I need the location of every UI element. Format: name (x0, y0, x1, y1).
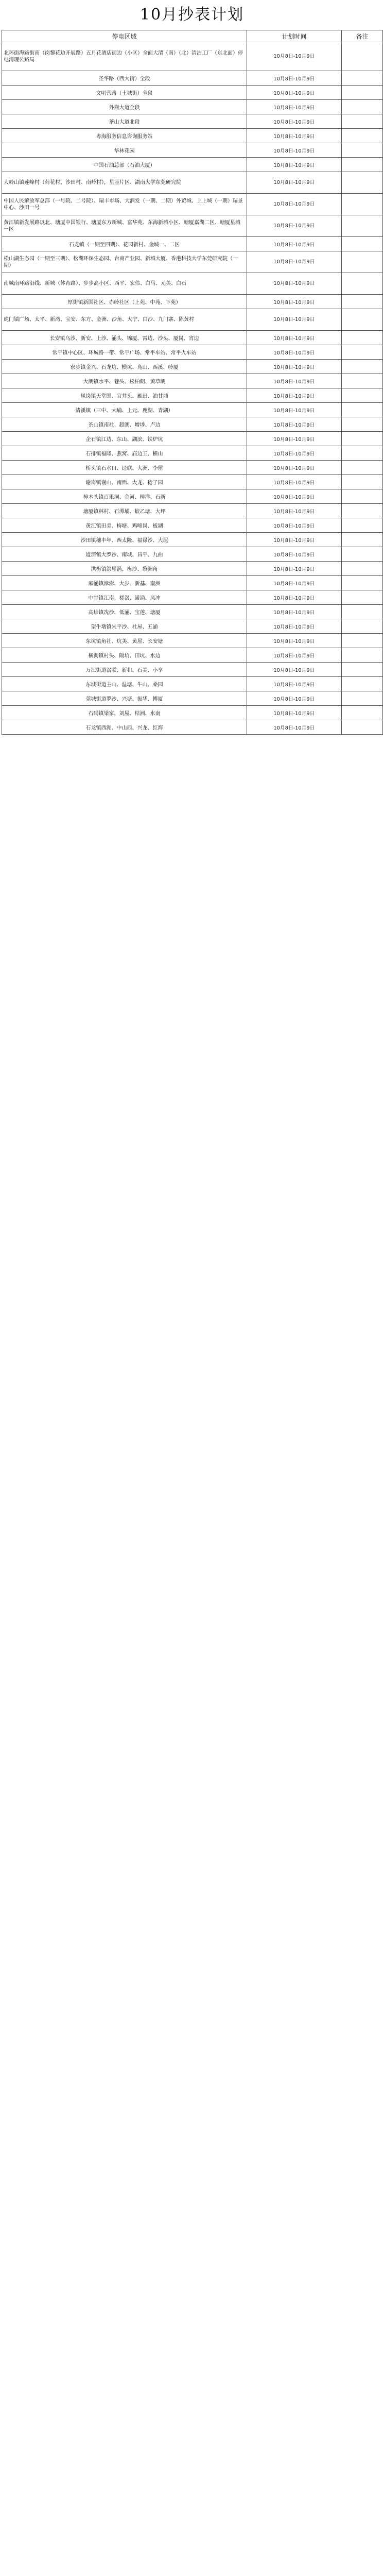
note-cell (342, 194, 383, 215)
area-cell: 常平镇中心区、环城路一带、常平广场、常平车站、常平火车站 (2, 345, 247, 360)
note-cell (342, 143, 383, 158)
header-time: 计划时间 (247, 30, 342, 42)
note-cell (342, 648, 383, 663)
table-row (2, 71, 383, 86)
table-row (2, 273, 383, 295)
area-cell: 松山湖生态园（一期至三期）、松湖环保生态园、台商产业园、新城大厦、香港科技大学东莞研究院（一期） (2, 251, 247, 273)
note-cell (342, 576, 383, 590)
time-cell: 10月8日-10月9日 (247, 706, 342, 720)
time-cell: 10月8日-10月9日 (247, 237, 342, 251)
time-cell: 10月8日-10月9日 (247, 273, 342, 295)
time-cell: 10月8日-10月9日 (247, 605, 342, 619)
table-row (2, 86, 383, 100)
time-cell: 10月8日-10月9日 (247, 42, 342, 71)
schedule-table (2, 30, 383, 735)
area-cell: 塘厦镇林村、石潭埔、蛟乙塘、大坪 (2, 504, 247, 518)
note-cell (342, 388, 383, 403)
table-row (2, 345, 383, 360)
time-cell: 10月8日-10月9日 (247, 663, 342, 677)
area-cell: 黄江镇新发展路以北、塘厦中国银行、塘厦东方新城、富华苑、东海新城小区、塘厦嘉湖二区、塘厦星城一区 (2, 215, 247, 237)
time-cell: 10月8日-10月9日 (247, 576, 342, 590)
time-cell: 10月8日-10月9日 (247, 446, 342, 461)
time-cell: 10月8日-10月9日 (247, 309, 342, 331)
time-cell: 10月8日-10月9日 (247, 194, 342, 215)
note-cell (342, 533, 383, 547)
note-cell (342, 417, 383, 432)
table-row (2, 172, 383, 194)
time-cell: 10月8日-10月9日 (247, 251, 342, 273)
time-cell: 10月8日-10月9日 (247, 360, 342, 374)
note-cell (342, 86, 383, 100)
table-row (2, 158, 383, 172)
note-cell (342, 100, 383, 114)
area-cell: 高埗镇冼沙、低涌、宝莲、塘厦 (2, 605, 247, 619)
area-cell: 莞城街道罗沙、兴塘、振华、博厦 (2, 691, 247, 706)
time-cell: 10月8日-10月9日 (247, 677, 342, 691)
table-row (2, 691, 383, 706)
table-row (2, 309, 383, 331)
area-cell: 大朗镇水平、巷头、松柏朗、黄草朗 (2, 374, 247, 388)
area-cell: 圣华路（西大街）全段 (2, 71, 247, 86)
time-cell: 10月8日-10月9日 (247, 86, 342, 100)
time-cell: 10月8日-10月9日 (247, 331, 342, 345)
area-cell: 黄江镇田美、梅塘、鸡啼岗、板湖 (2, 518, 247, 533)
area-cell: 麻涌镇漳澎、大步、新基、南洲 (2, 576, 247, 590)
time-cell: 10月8日-10月9日 (247, 619, 342, 634)
note-cell (342, 158, 383, 172)
note-cell (342, 360, 383, 374)
table-row (2, 237, 383, 251)
time-cell: 10月8日-10月9日 (247, 489, 342, 504)
table-row (2, 634, 383, 648)
table-row (2, 374, 383, 388)
note-cell (342, 71, 383, 86)
table-row (2, 331, 383, 345)
area-cell: 华林花园 (2, 143, 247, 158)
note-cell (342, 172, 383, 194)
area-cell: 文明营路（土城街）全段 (2, 86, 247, 100)
table-row (2, 194, 383, 215)
time-cell: 10月8日-10月9日 (247, 172, 342, 194)
table-row (2, 100, 383, 114)
note-cell (342, 309, 383, 331)
note-cell (342, 706, 383, 720)
table-body (2, 42, 383, 735)
area-cell: 东坑镇角社、坑美、黄屋、长安塘 (2, 634, 247, 648)
area-cell: 虎门镇广场、太平、新湾、宝安、东方、金洲、沙角、大宁、白沙、九门寨、陈黄村 (2, 309, 247, 331)
time-cell: 10月8日-10月9日 (247, 504, 342, 518)
area-cell: 望牛墩镇朱平沙、杜屋、五涌 (2, 619, 247, 634)
area-cell: 万江街道滘联、新和、石美、小享 (2, 663, 247, 677)
time-cell: 10月8日-10月9日 (247, 634, 342, 648)
table-row (2, 547, 383, 562)
area-cell: 清溪镇（三中、大埔、上元、鹿湖、青湖） (2, 403, 247, 417)
area-cell: 沙田镇穗丰年、西太隆、福禄沙、大泥 (2, 533, 247, 547)
note-cell (342, 251, 383, 273)
note-cell (342, 446, 383, 461)
time-cell: 10月8日-10月9日 (247, 475, 342, 489)
area-cell: 樟木头镇百果洞、金河、樟洋、石新 (2, 489, 247, 504)
area-cell: 凤岗镇天堂围、官井头、雁田、油甘埔 (2, 388, 247, 403)
table-row (2, 504, 383, 518)
time-cell: 10月8日-10月9日 (247, 590, 342, 605)
note-cell (342, 129, 383, 143)
time-cell: 10月8日-10月9日 (247, 374, 342, 388)
note-cell (342, 114, 383, 129)
area-cell: 茶山大道北段 (2, 114, 247, 129)
note-cell (342, 489, 383, 504)
time-cell: 10月8日-10月9日 (247, 461, 342, 475)
time-cell: 10月8日-10月9日 (247, 547, 342, 562)
table-row (2, 403, 383, 417)
table-row (2, 388, 383, 403)
table-row (2, 677, 383, 691)
area-cell: 北环街海路街南（岗黎花边开展路）五月花酒店街边（小区）全面大清（南）（北）清洁工厂（东北面）停电清理公路局 (2, 42, 247, 71)
time-cell: 10月8日-10月9日 (247, 71, 342, 86)
note-cell (342, 547, 383, 562)
table-header-row (2, 30, 383, 42)
note-cell (342, 619, 383, 634)
note-cell (342, 720, 383, 735)
note-cell (342, 215, 383, 237)
table-row (2, 129, 383, 143)
area-cell: 厚街镇新围社区、赤岭社区（上苑、中苑、下苑） (2, 295, 247, 309)
header-note: 备注 (342, 30, 383, 42)
header-address: 停电区域 (2, 30, 247, 42)
time-cell: 10月8日-10月9日 (247, 158, 342, 172)
table-row (2, 720, 383, 735)
time-cell: 10月8日-10月9日 (247, 533, 342, 547)
table-row (2, 295, 383, 309)
area-cell: 洪梅镇洪屋涡、梅沙、黎洲角 (2, 562, 247, 576)
area-cell: 石龙镇（一期至四期）、花园新村、金城一、二区 (2, 237, 247, 251)
time-cell: 10月8日-10月9日 (247, 518, 342, 533)
area-cell: 谢岗镇谢山、南面、大龙、稔子园 (2, 475, 247, 489)
table-row (2, 251, 383, 273)
table-row (2, 590, 383, 605)
area-cell: 道滘镇大罗沙、南城、昌平、九曲 (2, 547, 247, 562)
table-row (2, 518, 383, 533)
time-cell: 10月8日-10月9日 (247, 417, 342, 432)
table-row (2, 446, 383, 461)
note-cell (342, 605, 383, 619)
note-cell (342, 273, 383, 295)
note-cell (342, 374, 383, 388)
area-cell: 石龙镇西湖、中山西、兴龙、红海 (2, 720, 247, 735)
table-row (2, 417, 383, 432)
time-cell: 10月8日-10月9日 (247, 114, 342, 129)
note-cell (342, 663, 383, 677)
page-title: 10月抄表计划 (139, 6, 245, 24)
note-cell (342, 504, 383, 518)
table-row (2, 706, 383, 720)
table-row (2, 576, 383, 590)
note-cell (342, 42, 383, 71)
table-row (2, 432, 383, 446)
table-row (2, 562, 383, 576)
time-cell: 10月8日-10月9日 (247, 388, 342, 403)
time-cell: 10月8日-10月9日 (247, 295, 342, 309)
time-cell: 10月8日-10月9日 (247, 129, 342, 143)
area-cell: 寮步镇金兴、石龙坑、横坑、凫山、西溪、岭厦 (2, 360, 247, 374)
note-cell (342, 432, 383, 446)
table-row (2, 475, 383, 489)
area-cell: 企石镇江边、东山、湖滨、铁炉坑 (2, 432, 247, 446)
time-cell: 10月8日-10月9日 (247, 648, 342, 663)
time-cell: 10月8日-10月9日 (247, 691, 342, 706)
area-cell: 石碣镇梁家、刘屋、桔洲、水南 (2, 706, 247, 720)
time-cell: 10月8日-10月9日 (247, 432, 342, 446)
note-cell (342, 403, 383, 417)
area-cell: 茶山镇南社、超朗、增埗、卢边 (2, 417, 247, 432)
time-cell: 10月8日-10月9日 (247, 562, 342, 576)
note-cell (342, 518, 383, 533)
note-cell (342, 345, 383, 360)
table-row (2, 533, 383, 547)
area-cell: 南城南环路沿线、新城（体育路）、步步高小区、西平、宏伟、白马、元美、白石 (2, 273, 247, 295)
table-row (2, 42, 383, 71)
note-cell (342, 562, 383, 576)
table-row (2, 489, 383, 504)
time-cell: 10月8日-10月9日 (247, 720, 342, 735)
time-cell: 10月8日-10月9日 (247, 403, 342, 417)
note-cell (342, 295, 383, 309)
area-cell: 中国石油总部（石油大厦） (2, 158, 247, 172)
area-cell: 粤海服务信息咨询服务站 (2, 129, 247, 143)
note-cell (342, 237, 383, 251)
time-cell: 10月8日-10月9日 (247, 143, 342, 158)
area-cell: 桥头镇石水口、迳联、大洲、李屋 (2, 461, 247, 475)
area-cell: 外商大道全段 (2, 100, 247, 114)
note-cell (342, 331, 383, 345)
time-cell: 10月8日-10月9日 (247, 100, 342, 114)
table-row (2, 114, 383, 129)
time-cell: 10月8日-10月9日 (247, 215, 342, 237)
note-cell (342, 691, 383, 706)
note-cell (342, 475, 383, 489)
note-cell (342, 461, 383, 475)
table-row (2, 619, 383, 634)
area-cell: 横沥镇村头、隔坑、田坑、水边 (2, 648, 247, 663)
table-row (2, 215, 383, 237)
area-cell: 石排镇福隆、燕窝、庙边王、横山 (2, 446, 247, 461)
table-row (2, 461, 383, 475)
time-cell: 10月8日-10月9日 (247, 345, 342, 360)
note-cell (342, 590, 383, 605)
area-cell: 长安镇乌沙、新安、上沙、涌头、锦厦、霄边、沙头、厦岗、宵边 (2, 331, 247, 345)
table-row (2, 605, 383, 619)
table-row (2, 360, 383, 374)
note-cell (342, 634, 383, 648)
table-row (2, 648, 383, 663)
area-cell: 大岭山镇莲峰村（荷花村、沙田村、南岭村），星座片区、湖南大学东莞研究院 (2, 172, 247, 194)
area-cell: 中国人民解放军总部（一号院、二号院）、瑞丰市场、大润发（一期、二期）外贸城、上上城（一期）瑞景中心、沙田一号 (2, 194, 247, 215)
table-row (2, 143, 383, 158)
area-cell: 中堂镇江南、槎滘、潢涌、凤冲 (2, 590, 247, 605)
note-cell (342, 677, 383, 691)
table-row (2, 663, 383, 677)
area-cell: 东城街道主山、温塘、牛山、桑园 (2, 677, 247, 691)
